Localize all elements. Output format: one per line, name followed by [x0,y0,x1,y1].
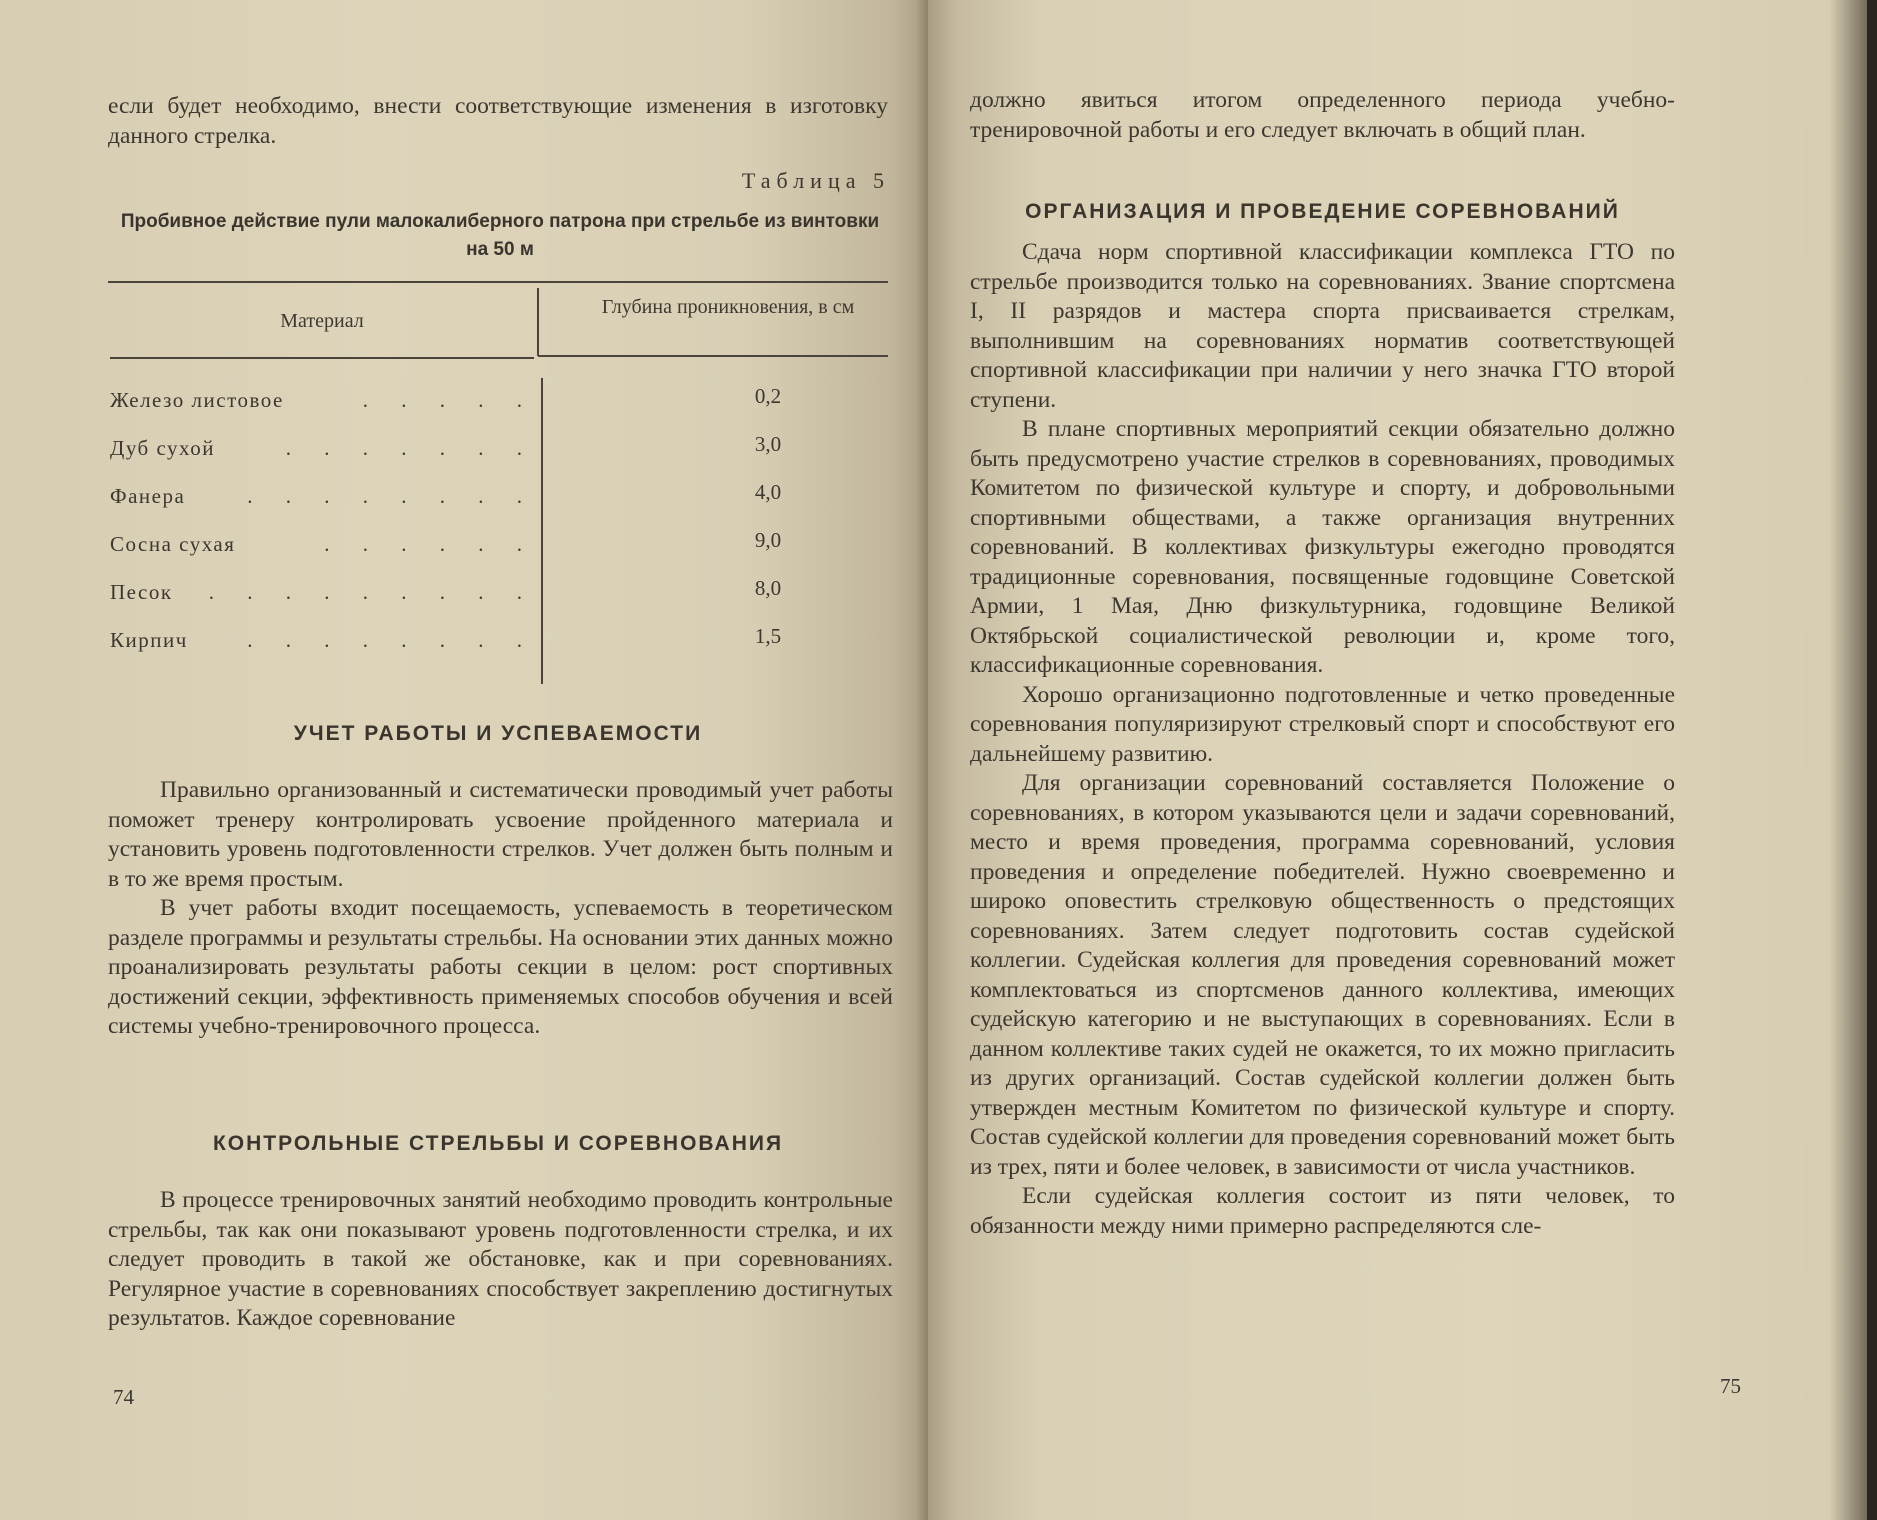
row-depth: 9,0 [754,528,782,552]
right-paragraph-4: Для организации соревнований составляется Положение о соревнованиях, в котором указываются цели и задачи соревнований, место и время проведения, программа соревнований, условия проведения и определение победителей. Нужно своевременно и широко оповестить стрелковую общественность о предстоящих соревнованиях. Затем следует подготовить состав судейской коллегии. Судейская коллегия для проведения соревнований может комплектоваться из спортсменов данного коллектива, имеющих судейскую категорию и не выступающих в соревнованиях. Если в данном коллективе таких судей не окажется, то их можно пригласить из других организаций. Состав судейской коллегии должен быть утвержден местным Комитетом по физической культуре и спорту. Состав судейской коллегии для проведения соревнований может быть из трех, пяти и более человек, в зависимости от числа участников. [970,770,1675,1180]
left-page [0,0,928,1520]
row-material: Сосна сухая [110,532,236,556]
penetration-table [108,278,888,688]
table-top-rule [108,281,888,283]
row-depth: 8,0 [754,576,782,600]
section1-paragraph-1: Правильно организованный и систематически проводимый учет работы поможет тренеру контролировать усвоение пройденного материала и установить уровень подготовленности стрелков. Учет должен быть полным и в то же время простым. [108,777,893,892]
section1-paragraph-2: В учет работы входит посещаемость, успеваемость в теоретическом разделе программы и результаты стрельбы. На основании этих данных можно проанализировать результаты работы секции в целом: рост спортивных достижений секции, эффективность применяемых способов обучения и всей системы учебно-тренировочного процесса. [108,895,893,1039]
row-depth: 4,0 [754,480,782,504]
right-page [928,0,1877,1520]
row-material: Кирпич [110,628,188,652]
right-intro-paragraph: должно явиться итогом определенного периода учебно-тренировочной работы и его следует включать в общий план. [970,87,1675,143]
left-intro-paragraph: если будет необходимо, внести соответствующие изменения в изготовку данного стрелка. [108,93,888,149]
row-depth: 3,0 [754,432,782,456]
section2-paragraph-1: В процессе тренировочных занятий необходимо проводить контрольные стрельбы, так как они показывают уровень подготовленности стрелка, и их следует проводить в такой же обстановке, как и при соревнованиях. Регулярное участие в соревнованиях способствует закреплению достигнутых результатов. Каждое соревнование [108,1187,893,1331]
right-section-title: ОРГАНИЗАЦИЯ И ПРОВЕДЕНИЕ СОРЕВНОВАНИЙ [1025,200,1620,223]
table-row: Фанера . . . . . . . . [110,484,536,508]
row-depth: 1,5 [754,624,782,648]
right-section-body [970,238,1675,1241]
section2-title: КОНТРОЛЬНЫЕ СТРЕЛЬБЫ И СОРЕВНОВАНИЯ [212,1132,784,1155]
table-row: Железо листовое . . . . . [110,388,536,412]
table-number: Таблица 5 [741,168,890,193]
section2-body [108,1186,893,1334]
left-intro-text [108,92,888,151]
row-material: Песок [110,580,173,604]
table-caption: Пробивное действие пули малокалиберного патрона при стрельбе из винтовки на 50 м [120,211,880,260]
table-row: Кирпич . . . . . . . . [110,628,536,652]
right-paragraph-2: В плане спортивных мероприятий секции обязательно должно быть предусмотрено участие стрелков в соревнованиях, проводимых Комитетом по физической культуре и спорту, и добровольными спортивными обществами, а также организация внутренних соревнований. В коллективах физкультуры ежегодно проводятся традиционные соревнования, посвященные годовщине Советской Армии, 1 Мая, Дню физкультурника, годовщине Великой Октябрьской социалистической революции и, кроме того, классификационные соревнования. [970,416,1675,678]
table-header-divider [537,288,539,356]
col-material-header: Материал [280,310,364,332]
right-page-number: 75 [1720,1374,1741,1398]
book-edge-shadow [1867,0,1877,1520]
right-intro-text [970,86,1675,145]
right-section-heading [970,200,1675,224]
row-material: Железо листовое [110,388,284,412]
table-row: Песок . . . . . . . . . [110,580,536,604]
table-header-rule-left [110,357,534,359]
table-row: Дуб сухой . . . . . . . [110,436,536,460]
right-paragraph-1: Сдача норм спортивной классификации комплекса ГТО по стрельбе производится только на соревнованиях. Звание спортсмена I, II разрядов и мастера спорта присваивается стрелкам, выполнившим на соревнованиях норматив соответствующей спортивной классификации при наличии у него значка ГТО второй ступени. [970,239,1675,413]
right-paragraph-3: Хорошо организационно подготовленные и четко проведенные соревнования популяризируют стрелковый спорт и способствуют его дальнейшему развитию. [970,681,1675,767]
section1-body [108,776,893,1042]
row-material: Дуб сухой [110,436,215,460]
row-material: Фанера [110,484,186,508]
table-header-rule-right [538,355,888,357]
table-row: Сосна сухая . . . . . . [110,532,536,556]
col-depth-header: Глубина проникновения, в см [601,296,855,318]
section2-heading [108,1132,888,1156]
gutter-shadow [916,0,928,1520]
section1-heading [108,722,888,746]
right-paragraph-5: Если судейская коллегия состоит из пяти человек, то обязанности между ними примерно распределяются сле- [970,1183,1675,1239]
left-page-number: 74 [113,1385,134,1409]
section1-title: УЧЕТ РАБОТЫ И УСПЕВАЕМОСТИ [293,722,703,745]
table-body-divider [541,378,543,684]
row-depth: 0,2 [754,384,782,408]
